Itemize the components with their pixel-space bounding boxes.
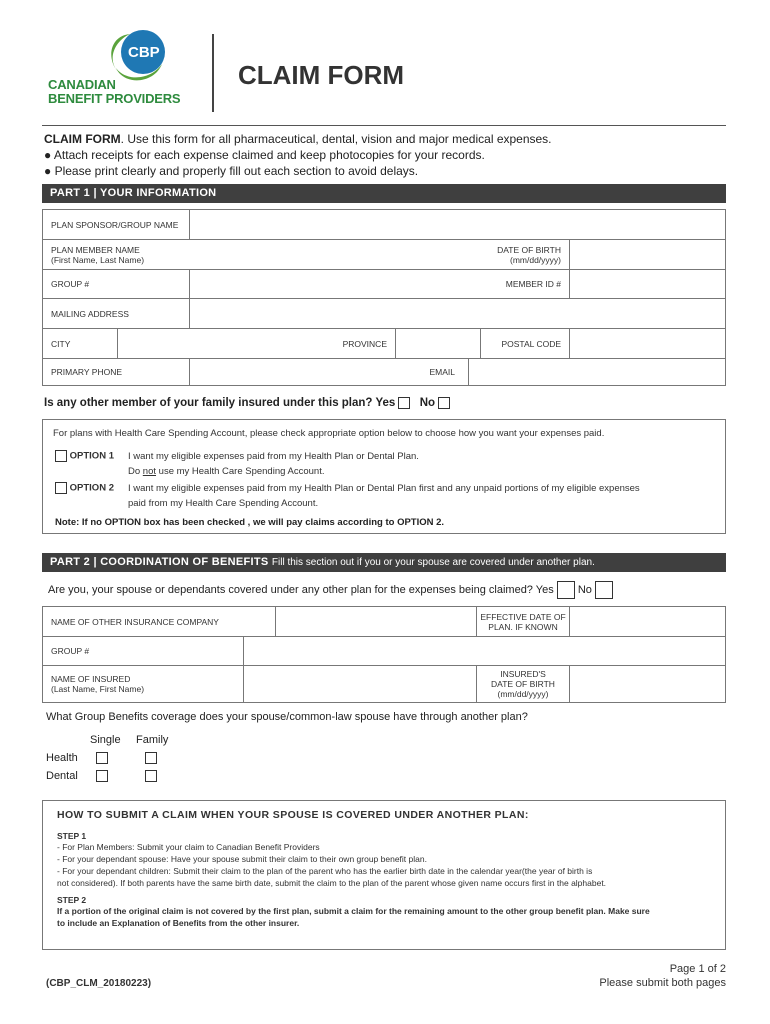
hcsa-box bbox=[42, 419, 726, 534]
family-header: Family bbox=[136, 734, 169, 746]
coverage-yes-checkbox[interactable] bbox=[557, 581, 575, 599]
member-name-label-text: PLAN MEMBER NAME bbox=[51, 244, 140, 255]
phone-label: PRIMARY PHONE bbox=[51, 367, 123, 377]
option1-checkbox[interactable] bbox=[55, 450, 67, 462]
option2 bbox=[55, 482, 114, 494]
health-label: Health bbox=[46, 752, 78, 764]
page-number: Page 1 of 2 bbox=[669, 963, 726, 975]
option2-line2: paid from my Health Care Spending Account. bbox=[128, 498, 319, 509]
insured-dob-label3: (mm/dd/yyyy) bbox=[497, 689, 549, 699]
option1-label: OPTION 1 bbox=[69, 450, 114, 462]
effective-date-label2: PLAN. IF KNOWN bbox=[488, 621, 558, 632]
family-question-text: Is any other member of your family insured under this plan? Yes bbox=[44, 397, 396, 410]
coverage-question-text: Are you, your spouse or dependants covered under any other plan for the expenses being claimed? Yes bbox=[48, 583, 554, 596]
city-field[interactable] bbox=[118, 329, 338, 358]
header-divider bbox=[212, 34, 214, 112]
option1-line2b: not bbox=[142, 466, 157, 477]
email-field[interactable] bbox=[469, 359, 725, 385]
page-title: CLAIM FORM bbox=[238, 60, 405, 90]
logo-line2: BENEFIT PROVIDERS bbox=[48, 91, 181, 106]
row-group2 bbox=[43, 636, 725, 665]
option1-line2c: use my Health Care Spending Account. bbox=[156, 466, 325, 477]
option2-line1: I want my eligible expenses paid from my Health Plan or Dental Plan first and any unpaid portions of my eligible expenses bbox=[128, 483, 640, 494]
coverage-question bbox=[48, 581, 613, 599]
option2-label: OPTION 2 bbox=[69, 482, 114, 494]
part1-header: PART 1 | YOUR INFORMATION bbox=[42, 184, 726, 203]
part2-grid bbox=[42, 606, 726, 703]
group-label: GROUP # bbox=[51, 279, 90, 289]
header-rule bbox=[42, 125, 726, 126]
row-plan-sponsor bbox=[43, 210, 725, 239]
coverage-no-checkbox[interactable] bbox=[595, 581, 613, 599]
family-yes-checkbox[interactable] bbox=[398, 397, 410, 409]
dob-label-text: DATE OF BIRTH bbox=[497, 244, 561, 255]
group-field[interactable] bbox=[190, 270, 490, 298]
step1-line-b: - For your dependant spouse: Have your spouse submit their claim to their own group benefit plan. bbox=[57, 854, 427, 864]
insured-dob-label1: INSURED'S bbox=[500, 669, 546, 679]
insured-dob-label2: DATE OF BIRTH bbox=[491, 679, 555, 689]
group2-label: GROUP # bbox=[51, 646, 90, 656]
dob-sublabel: (mm/dd/yyyy) bbox=[510, 254, 561, 265]
step2-line-b: to include an Explanation of Benefits from the other insurer. bbox=[57, 918, 300, 928]
spouse-coverage-question: What Group Benefits coverage does your spouse/common-law spouse have through another plan? bbox=[46, 711, 528, 723]
coverage-no-label: No bbox=[577, 583, 592, 596]
part2-header bbox=[42, 553, 726, 572]
row-other-insurance bbox=[43, 607, 725, 636]
step2-label: STEP 2 bbox=[57, 895, 87, 905]
insured-dob-field[interactable] bbox=[570, 666, 725, 702]
option2-text bbox=[128, 481, 640, 511]
option1-line1: I want my eligible expenses paid from my Health Plan or Dental Plan. bbox=[128, 451, 419, 462]
form-code: (CBP_CLM_20180223) bbox=[46, 978, 152, 989]
postal-label: POSTAL CODE bbox=[501, 338, 561, 349]
part1-grid bbox=[42, 209, 726, 386]
dental-family-checkbox[interactable] bbox=[145, 770, 157, 782]
insured-field[interactable] bbox=[244, 666, 476, 702]
intro-lead: CLAIM FORM bbox=[44, 132, 121, 146]
dob-field[interactable] bbox=[570, 240, 725, 269]
row-group bbox=[43, 269, 725, 298]
member-name-sublabel: (First Name, Last Name) bbox=[51, 254, 145, 265]
intro-line3: ● Please print clearly and properly fill out each section to avoid delays. bbox=[44, 164, 419, 178]
step1-line-c: - For your dependant children: Submit their claim to the plan of the parent who has the earlier birth date in the calendar year(the year of birth is bbox=[57, 866, 593, 876]
city-label: CITY bbox=[51, 338, 71, 349]
row-mailing bbox=[43, 298, 725, 328]
effective-date-label1: EFFECTIVE DATE OF bbox=[480, 611, 566, 622]
row-city bbox=[43, 328, 725, 358]
member-id-field[interactable] bbox=[570, 270, 725, 298]
other-insurance-field[interactable] bbox=[276, 607, 476, 636]
dob-label bbox=[463, 240, 569, 269]
health-single-checkbox[interactable] bbox=[96, 752, 108, 764]
step2-line-a: If a portion of the original claim is not covered by the first plan, submit a claim for the remaining amount to the other group benefit plan. Make sure bbox=[57, 906, 650, 916]
intro-line2: ● Attach receipts for each expense claimed and keep photocopies for your records. bbox=[44, 148, 485, 162]
plan-sponsor-label: PLAN SPONSOR/GROUP NAME bbox=[51, 219, 179, 230]
postal-field[interactable] bbox=[570, 329, 725, 358]
plan-sponsor-field[interactable] bbox=[190, 210, 725, 239]
province-field[interactable] bbox=[396, 329, 480, 358]
option2-checkbox[interactable] bbox=[55, 482, 67, 494]
how-title: HOW TO SUBMIT A CLAIM WHEN YOUR SPOUSE IS COVERED UNDER ANOTHER PLAN: bbox=[57, 809, 529, 821]
email-label: EMAIL bbox=[429, 367, 455, 377]
insured-label-text: NAME OF INSURED bbox=[51, 674, 131, 684]
effective-date-field[interactable] bbox=[570, 607, 725, 636]
option1-text bbox=[128, 449, 419, 479]
submit-note: Please submit both pages bbox=[599, 977, 726, 989]
logo-line1: CANADIAN bbox=[48, 77, 116, 92]
option1-line2 bbox=[128, 464, 419, 479]
intro-line1: . Use this form for all pharmaceutical, dental, vision and major medical expenses. bbox=[120, 132, 552, 146]
member-id-label: MEMBER ID # bbox=[505, 279, 561, 289]
member-name-label bbox=[43, 240, 189, 269]
dental-single-checkbox[interactable] bbox=[96, 770, 108, 782]
part2-header-title: PART 2 | COORDINATION OF BENEFITS bbox=[50, 556, 269, 568]
intro-text bbox=[44, 131, 552, 179]
other-insurance-label: NAME OF OTHER INSURANCE COMPANY bbox=[51, 616, 219, 627]
logo-badge: CBP bbox=[128, 44, 160, 61]
insured-dob-label bbox=[477, 666, 569, 702]
family-question bbox=[44, 397, 450, 409]
hcsa-intro: For plans with Health Care Spending Account, please check appropriate option below to choose how you want your expenses paid. bbox=[53, 428, 605, 439]
mailing-field[interactable] bbox=[190, 299, 725, 328]
row-member-name bbox=[43, 239, 725, 269]
insured-label bbox=[43, 666, 243, 702]
row-phone bbox=[43, 358, 725, 385]
page-indicator bbox=[599, 962, 726, 990]
dental-label: Dental bbox=[46, 770, 78, 782]
step1-line-d: not considered). If both parents have the same birth date, submit the claim to the plan of the parent whose given name occurs first in the alphabet. bbox=[57, 878, 607, 888]
step1-line-a: - For Plan Members: Submit your claim to Canadian Benefit Providers bbox=[57, 842, 320, 852]
step1-label: STEP 1 bbox=[57, 831, 87, 841]
how-to-submit-box bbox=[42, 800, 726, 950]
group2-field[interactable] bbox=[244, 637, 725, 665]
single-header: Single bbox=[90, 734, 121, 746]
family-no-checkbox[interactable] bbox=[438, 397, 450, 409]
option1 bbox=[55, 450, 114, 462]
option1-line2a: Do bbox=[128, 466, 143, 477]
family-no-label: No bbox=[419, 397, 436, 410]
hcsa-note: Note: If no OPTION box has been checked , we will pay claims according to OPTION 2. bbox=[55, 517, 445, 528]
health-family-checkbox[interactable] bbox=[145, 752, 157, 764]
province-label: PROVINCE bbox=[342, 338, 387, 349]
logo-text bbox=[48, 78, 180, 106]
row-insured bbox=[43, 665, 725, 702]
mailing-label: MAILING ADDRESS bbox=[51, 308, 129, 319]
effective-date-label bbox=[477, 607, 569, 636]
insured-sublabel: (Last Name, First Name) bbox=[51, 684, 145, 694]
part2-header-sub: Fill this section out if you or your spouse are covered under another plan. bbox=[271, 557, 595, 568]
